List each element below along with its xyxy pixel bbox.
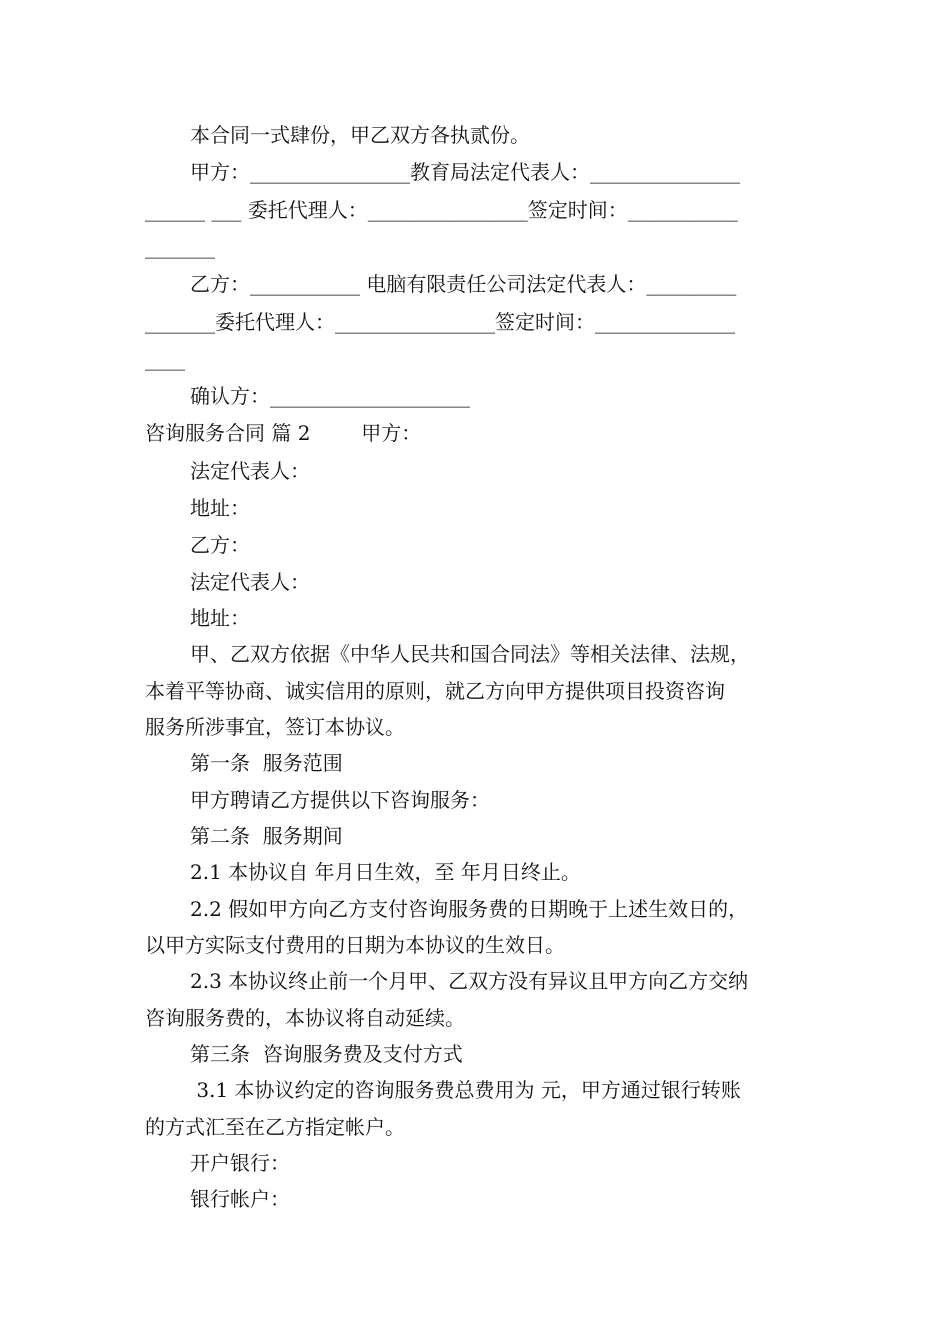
party-b-address: 地址：	[190, 606, 250, 630]
party-a-agent-line: ______ ___ 委托代理人：________________签定时间：___________	[145, 198, 738, 222]
clause-3-1-line-2: 的方式汇至在乙方指定帐户。	[145, 1115, 405, 1139]
bank-name-line: 开户银行：	[190, 1151, 290, 1175]
party-b-line-continued: ____	[145, 347, 185, 371]
confirming-party-line: 确认方：____________________	[190, 384, 470, 408]
party-a-signature-line: 甲方：________________教育局法定代表人：_______________	[190, 160, 740, 184]
preamble-line-3: 服务所涉事宜，签订本协议。	[145, 715, 405, 739]
clause-3-1-line-1: 3.1 本协议约定的咨询服务费总费用为 元，甲方通过银行转账	[190, 1078, 741, 1102]
article-1-heading: 第一条 服务范围	[190, 751, 343, 775]
clause-2-1: 2.1 本协议自 年月日生效，至 年月日终止。	[190, 860, 581, 884]
clause-2-2-line-1: 2.2 假如甲方向乙方支付咨询服务费的日期晚于上述生效日的，	[190, 897, 749, 921]
article-3-heading: 第三条 咨询服务费及支付方式	[190, 1042, 463, 1066]
clause-2-3-line-2: 咨询服务费的，本协议将自动延续。	[145, 1006, 465, 1030]
article-1-text: 甲方聘请乙方提供以下咨询服务：	[190, 788, 490, 812]
party-a-address: 地址：	[190, 496, 250, 520]
party-b-signature-line: 乙方：___________ 电脑有限责任公司法定代表人：_________	[190, 272, 737, 296]
party-a-representative: 法定代表人：	[190, 459, 310, 483]
party-b-label: 乙方：	[190, 533, 250, 557]
clause-2-3-line-1: 2.3 本协议终止前一个月甲、乙双方没有异议且甲方向乙方交纳	[190, 969, 749, 993]
party-b-representative: 法定代表人：	[190, 570, 310, 594]
preamble-line-2: 本着平等协商、诚实信用的原则，就乙方向甲方提供项目投资咨询	[145, 679, 725, 703]
party-a-line-continued: _______	[145, 235, 215, 259]
party-b-agent-line: _______委托代理人：________________签定时间：______________	[145, 310, 735, 334]
bank-account-line: 银行帐户：	[190, 1187, 290, 1211]
copies-clause: 本合同一式肆份，甲乙双方各执贰份。	[190, 123, 530, 147]
section-heading: 咨询服务合同 篇 2 甲方：	[145, 421, 422, 445]
preamble-line-1: 甲、乙双方依据《中华人民共和国合同法》等相关法律、法规，	[190, 642, 750, 666]
clause-2-2-line-2: 以甲方实际支付费用的日期为本协议的生效日。	[145, 933, 565, 957]
article-2-heading: 第二条 服务期间	[190, 824, 343, 848]
